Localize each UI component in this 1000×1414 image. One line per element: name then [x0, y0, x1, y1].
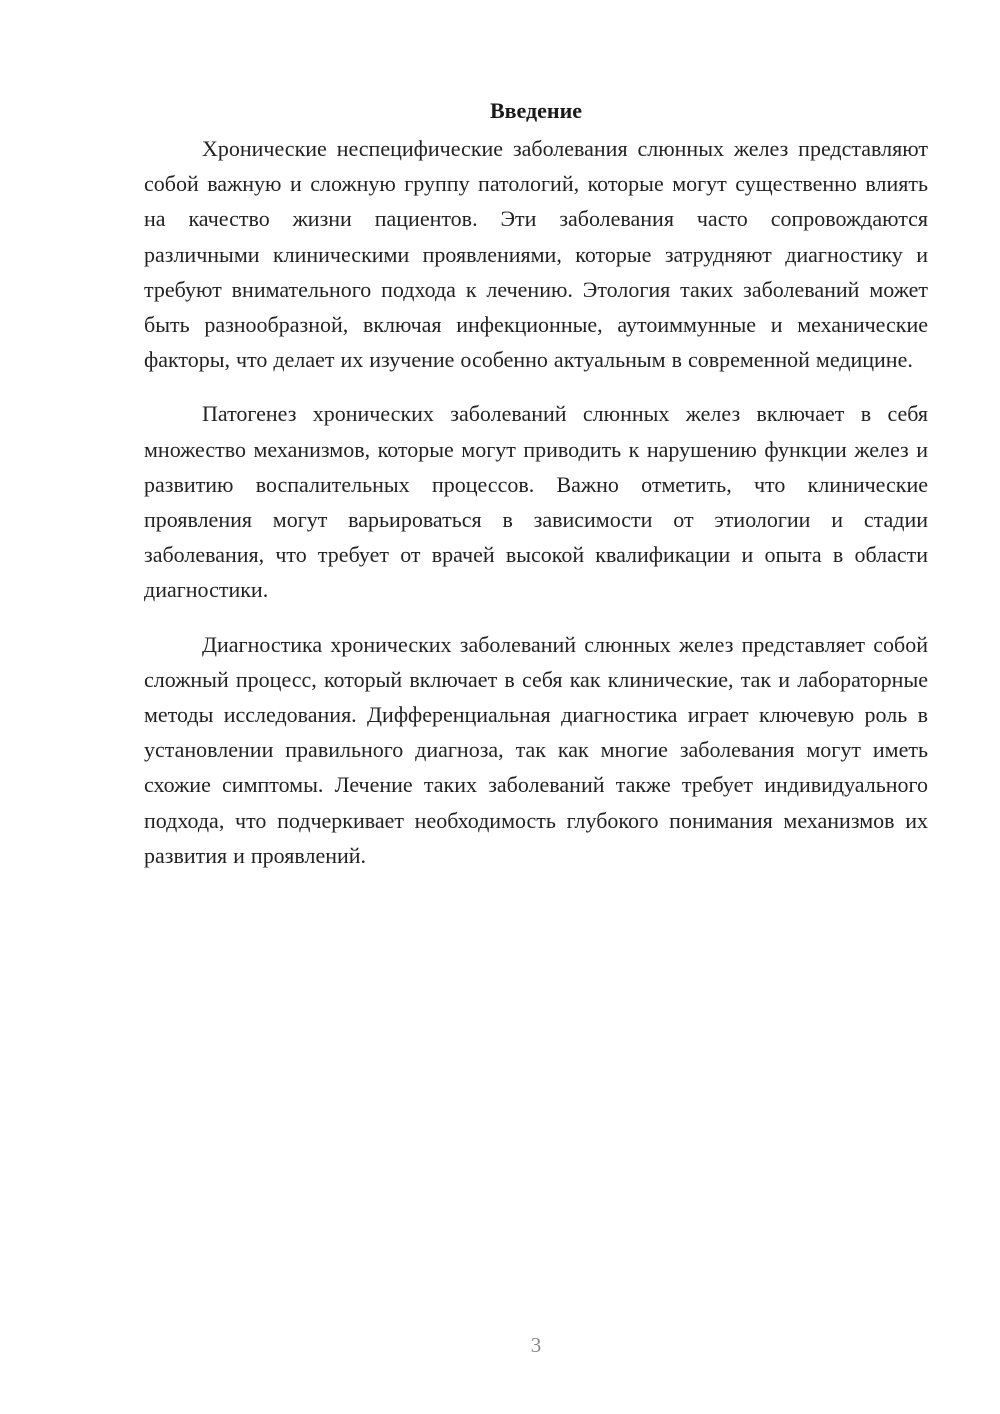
page-content: [144, 96, 928, 892]
page-number: 3: [530, 1333, 542, 1357]
paragraph-1: Хронические неспецифические заболевания слюнных желез представляют собой важную и сложную группу патологий, которые могут существенно влиять на качество жизни пациентов. Эти заболевания часто сопровождаются различными клиническими проявлениями, которые затрудняют диагностику и требуют внимательного подхода к лечению. Этология таких заболеваний может быть разнообразной, включая инфекционные, аутоиммунные и механические факторы, что делает их изучение особенно актуальным в современной медицине.: [144, 136, 928, 373]
paragraph-3: Диагностика хронических заболеваний слюнных желез представляет собой сложный процесс, который включает в себя как клинические, так и лабораторные методы исследования. Дифференциальная диагностика играет ключевую роль в установлении правильного диагноза, так как многие заболевания могут иметь схожие симптомы. Лечение таких заболеваний также требует индивидуального подхода, что подчеркивает необходимость глубокого понимания механизмов их развития и проявлений.: [144, 631, 928, 868]
section-heading: Введение: [489, 98, 583, 123]
paragraph-2: Патогенез хронических заболеваний слюнных желез включает в себя множество механизмов, которые могут приводить к нарушению функции желез и развитию воспалительных процессов. Важно отметить, что клинические проявления могут варьироваться в зависимости от этиологии и стадии заболевания, что требует от врачей высокой квалификации и опыта в области диагностики.: [144, 401, 928, 603]
